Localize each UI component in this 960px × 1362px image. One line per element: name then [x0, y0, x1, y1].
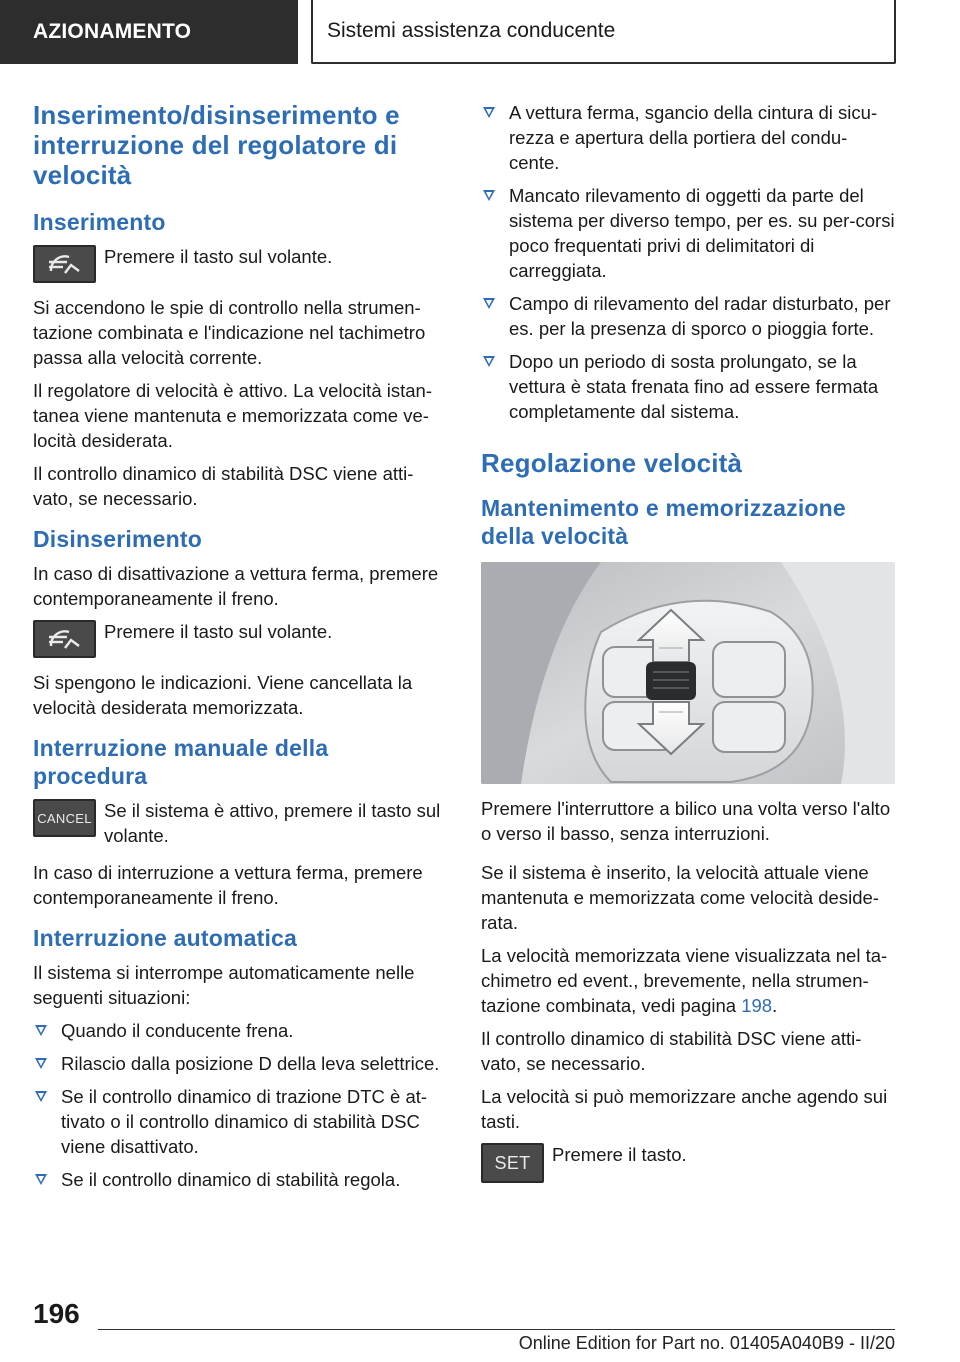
list-item: Rilascio dalla posizione D della leva selettrice. [33, 1051, 445, 1076]
edition-text: Online Edition for Part no. 01405A040B9 - II/20 [518, 1333, 895, 1353]
list-item: Se il controllo dinamico di trazione DTC è at-tivato o il controllo dinamico di stabilità DSC viene disattivato. [33, 1084, 445, 1159]
triangle-bullet-icon [483, 298, 495, 309]
icon-row-cancel [33, 798, 445, 848]
page-header [0, 0, 960, 66]
bullet-list [33, 1018, 445, 1192]
heading-interruzione-automatica: Interruzione automatica [33, 925, 298, 951]
triangle-bullet-icon [35, 1091, 47, 1102]
icon-row-disinserimento [33, 619, 445, 658]
paragraph: Si accendono le spie di controllo nella strumen-tazione combinata e l'indicazione nel tachimetro passa alla velocità corrente. [33, 297, 426, 368]
cancel-key-icon [33, 799, 96, 837]
triangle-bullet-icon [483, 107, 495, 118]
instruction-text: Premere il tasto sul volante. [104, 621, 333, 642]
triangle-bullet-icon [483, 356, 495, 367]
paragraph: Il regolatore di velocità è attivo. La velocità istan-tanea viene mantenuta e memorizzata come ve-locità desiderata. [33, 380, 432, 451]
section-tab: AZIONAMENTO [0, 0, 298, 64]
paragraph: Il sistema si interrompe automaticamente nelle seguenti situazioni: [33, 962, 415, 1008]
key-label: CANCEL [37, 810, 92, 826]
chapter-tab: Sistemi assistenza conducente [311, 0, 896, 64]
heading-inserimento: Inserimento [33, 209, 166, 235]
heading-disinserimento: Disinserimento [33, 526, 202, 552]
page-link[interactable]: 198 [741, 995, 773, 1016]
steering-wheel-rocker-switch-image [481, 562, 895, 784]
bullet-list [481, 100, 895, 424]
list-item: A vettura ferma, sgancio della cintura di sicu-rezza e apertura della portiera del condu-cente. [481, 100, 895, 175]
paragraph: La velocità memorizzata viene visualizzata nel ta-chimetro ed event., brevemente, nella strumen-tazione combinata, vedi pagina 198. [481, 945, 888, 1016]
triangle-bullet-icon [483, 190, 495, 201]
paragraph: In caso di disattivazione a vettura ferma, premere contemporaneamente il freno. [33, 563, 439, 609]
heading-interruzione-manuale: Interruzione manuale della procedura [33, 735, 329, 789]
paragraph: Il controllo dinamico di stabilità DSC viene atti-vato, se necessario. [33, 463, 414, 509]
cruise-control-key-icon [33, 620, 96, 658]
main-heading: Inserimento/disinserimento e interruzione del regolatore di velocità [33, 100, 400, 190]
triangle-bullet-icon [35, 1025, 47, 1036]
instruction-text: Se il sistema è attivo, premere il tasto sul volante. [104, 800, 441, 846]
paragraph: Si spengono le indicazioni. Viene cancellata la velocità desiderata memorizzata. [33, 672, 413, 718]
left-column [33, 100, 445, 1200]
paragraph: In caso di interruzione a vettura ferma, premere contemporaneamente il freno. [33, 862, 423, 908]
paragraph: Premere l'interruttore a bilico una volta verso l'alto o verso il basso, senza interruzioni. [481, 798, 891, 844]
triangle-bullet-icon [35, 1174, 47, 1185]
icon-row-set [481, 1142, 895, 1183]
list-item: Mancato rilevamento di oggetti da parte del sistema per diverso tempo, per es. su per-corsi poco frequentati privi di delimitatori di carreggiata. [481, 183, 895, 283]
list-item: Campo di rilevamento del radar disturbato, per es. per la presenza di sporco o pioggia forte. [481, 291, 895, 341]
page-number: 196 [33, 1298, 80, 1329]
instruction-text: Premere il tasto sul volante. [104, 246, 333, 267]
footer-divider [98, 1329, 895, 1330]
paragraph: Se il sistema è inserito, la velocità attuale viene mantenuta e memorizzata come velocità deside-rata. [481, 862, 879, 933]
heading-regolazione: Regolazione velocità [481, 448, 743, 478]
paragraph: Il controllo dinamico di stabilità DSC viene atti-vato, se necessario. [481, 1028, 862, 1074]
set-key-icon [481, 1143, 544, 1183]
triangle-bullet-icon [35, 1058, 47, 1069]
paragraph: La velocità si può memorizzare anche agendo sui tasti. [481, 1086, 888, 1132]
cruise-control-key-icon [33, 245, 96, 283]
list-item: Dopo un periodo di sosta prolungato, se la vettura è stata frenata fino ad essere fermata completamente dal sistema. [481, 349, 895, 424]
list-item: Se il controllo dinamico di stabilità regola. [33, 1167, 445, 1192]
key-label: SET [494, 1152, 531, 1173]
heading-mantenimento: Mantenimento e memorizzazione della velocità [481, 495, 846, 549]
instruction-text: Premere il tasto. [552, 1144, 687, 1165]
list-item: Quando il conducente frena. [33, 1018, 445, 1043]
right-column [481, 100, 895, 1195]
icon-row-inserimento [33, 244, 445, 283]
